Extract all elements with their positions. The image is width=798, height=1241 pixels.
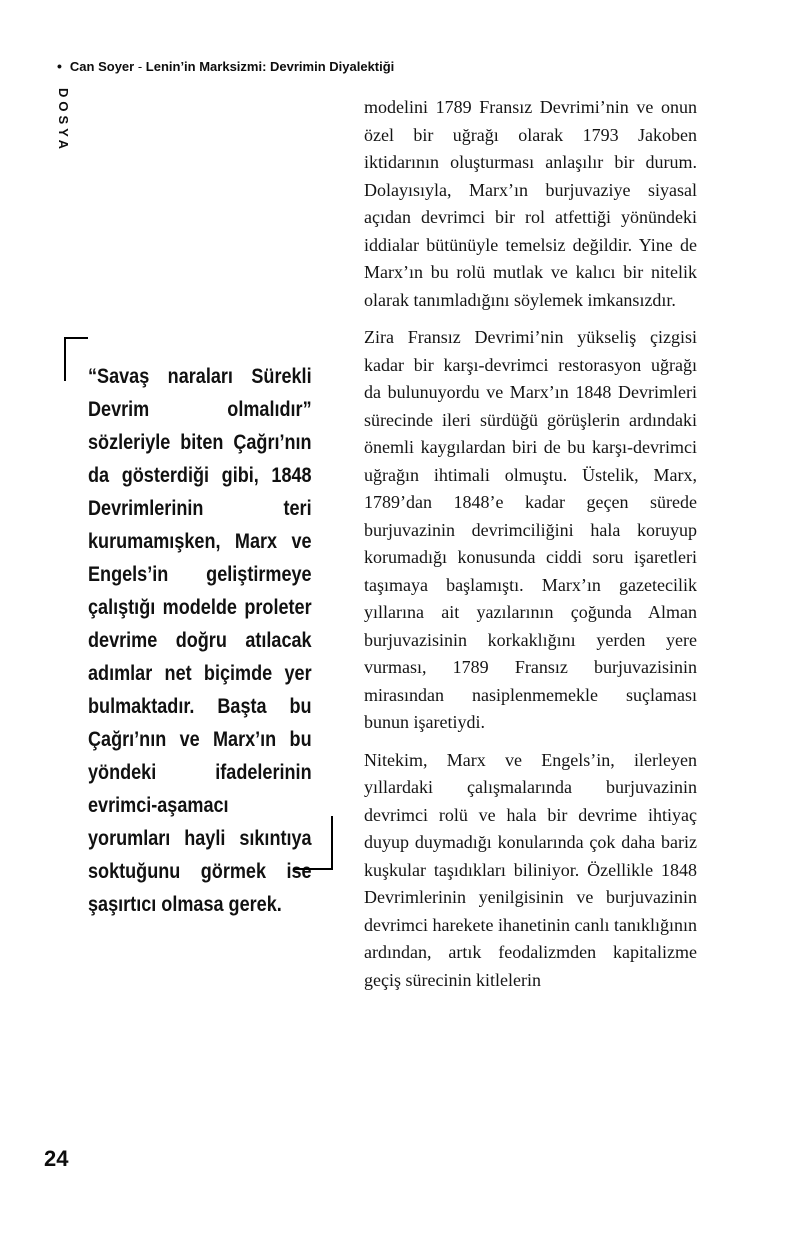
pullquote-corner-bottom-right — [293, 816, 333, 870]
pullquote-corner-top-left — [64, 337, 88, 381]
section-label-dosya: DOSYA — [56, 88, 71, 154]
page-number: 24 — [44, 1146, 69, 1171]
body-paragraph-1: modelini 1789 Fransız Devrimi’nin ve onun özel bir uğrağı olarak 1793 Jakoben iktidarının oluşturması anlaşılır bir durum. Dolayısıyla, Marx’ın burjuvaziye siyasal açıdan devrimci bir rol atfettiği yönündeki iddialar bütünüyle temelsiz değildir. Yine de Marx’ın bu rolü mutlak ve kalıcı bir nitelik olarak tanımladığını söylemek imkansızdır. — [364, 97, 697, 310]
header-author: Can Soyer — [69, 59, 135, 74]
body-paragraph-2: Zira Fransız Devrimi’nin yükseliş çizgisi kadar bir karşı-devrimci restorasyon uğrağı da bulunuyordu ve Marx’ın 1848 Devrimleri sürecinde ileri sürdüğü görüşlerin ardındaki önemli kaygılardan biri de bu karşı-devrimci uğrağın ihtimali olmuştu. Üstelik, Marx, 1789’dan 1848’e kadar geçen sürede burjuvazinin devrimciliğini hala koruyup korumadığı konusunda ciddi soru işaretleri taşımaya başlamıştı. Marx’ın gazetecilik yıllarına ait yazılarının çoğunda Alman burjuvazisinin korkaklığını yerden yere vurması, 1789 Fransız burjuvazisinin mirasından nasiplenmemekle suçlaması bunun işaretiydi. — [364, 327, 697, 732]
running-header — [57, 58, 394, 74]
bullet-icon: • — [57, 58, 62, 74]
body-text-column — [364, 94, 697, 1004]
body-paragraph-3: Nitekim, Marx ve Engels’in, ilerleyen yıllardaki çalışmalarında burjuvazinin devrimci rolü ve hala bir devrime ihtiyaç duyup duymadığı konularında çok daha bariz kuşkular taşıdıkları biliniyor. Özellikle 1848 Devrimlerinin yenilgisinin ve burjuvazinin devrimci harekete ihanetinin canlı tanıklığının ardından, artık feodalizmden kapitalizme geçiş sürecinin kitlelerin — [364, 749, 697, 990]
header-separator: - — [134, 59, 146, 74]
header-title: Lenin’in Marksizmi: Devrimin Diyalektiği — [145, 59, 395, 74]
pullquote-text: “Savaş naraları Sürekli Devrim olmalıdır” sözleriyle biten Çağrı’nın da gösterdiği gibi, 1848 Devrimlerinin teri kurumamışken, Marx ve Engels’in geliştirmeye çalıştığı modelde proleter devrime doğru atılacak adımlar net biçimde yer bulmaktadır. Başta bu Çağrı’nın ve Marx’ın bu yöndeki ifadelerinin evrimci-aşamacı yorumları hayli sıkıntıya soktuğunu görmek ise şaşırtıcı olmasa gerek. — [88, 365, 312, 916]
